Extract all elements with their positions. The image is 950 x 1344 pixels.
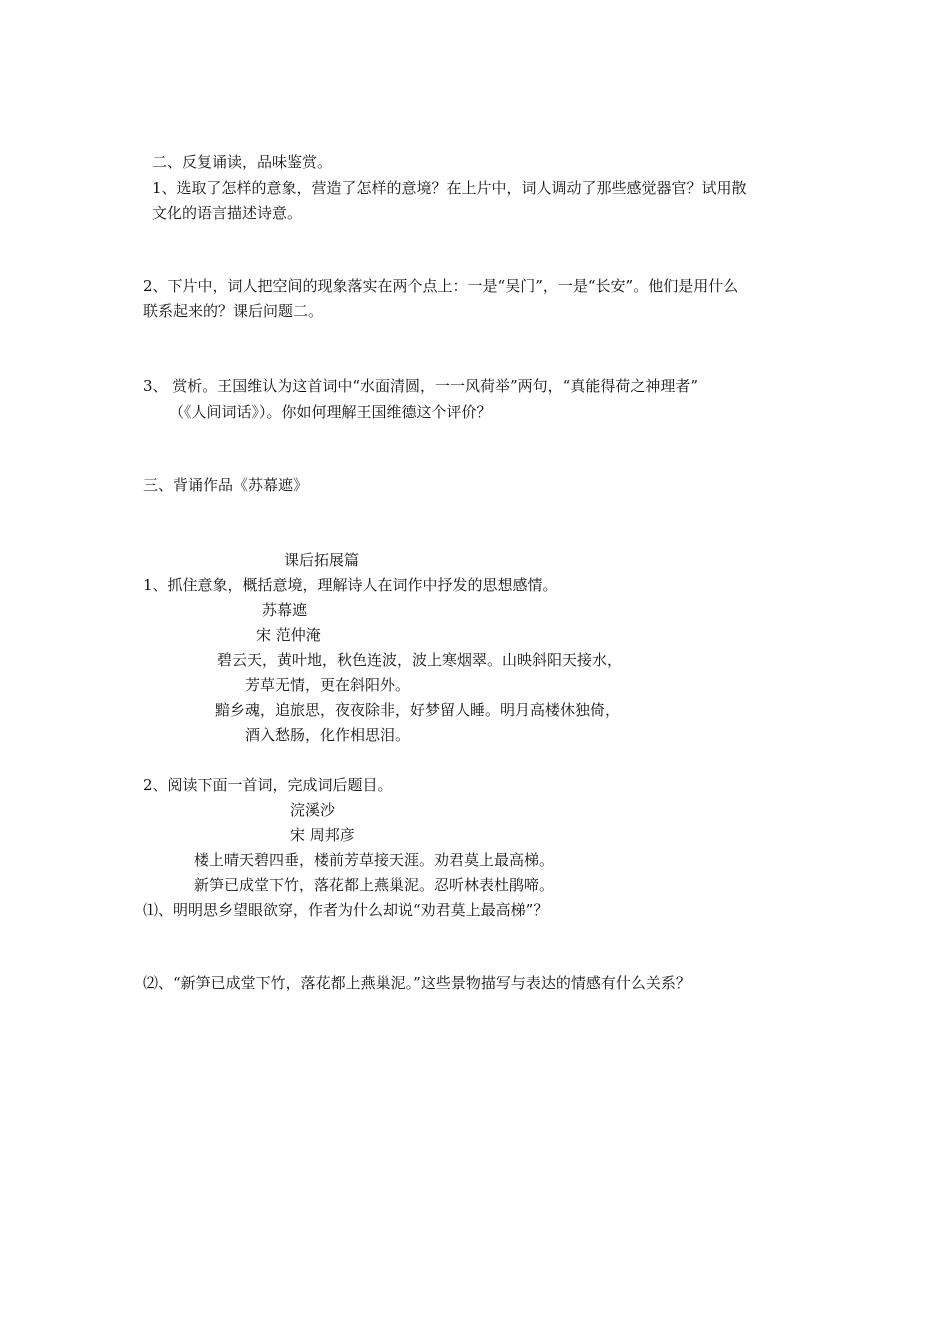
section-2-heading: 二、反复诵读，品味鉴赏。 (152, 153, 333, 171)
task-1-instruction: 1、抓住意象，概括意境，理解诗人在词作中抒发的思想感情。 (143, 576, 558, 594)
poem-2-line-2: 新笋已成堂下竹，落花都上燕巢泥。忍听林表杜鹃啼。 (194, 876, 555, 894)
question-1-line-1: 1、选取了怎样的意象，营造了怎样的意境？在上片中，词人调动了那些感觉器官？试用散 (152, 179, 747, 197)
poem-1-line-2: 芳草无情，更在斜阳外。 (245, 676, 411, 694)
question-1-line-2: 文化的语言描述诗意。 (152, 204, 303, 222)
poem-2-title: 浣溪沙 (290, 801, 336, 819)
section-3-heading: 三、背诵作品《苏幕遮》 (143, 476, 309, 494)
poem-1-title: 苏幕遮 (262, 601, 308, 619)
poem-1-line-1: 碧云天，黄叶地，秋色连波，波上寒烟翠。山映斜阳天接水， (217, 651, 623, 669)
task-2-instruction: 2、阅读下面一首词，完成词后题目。 (143, 776, 393, 794)
question-2-line-2: 联系起来的？课后问题二。 (143, 302, 324, 320)
sub-question-2: ⑵、“新笋已成堂下竹，落花都上燕巢泥。”这些景物描写与表达的情感有什么关系？ (143, 974, 691, 992)
question-2-line-1: 2、下片中，词人把空间的现象落实在两个点上：一是“吴门”，一是“长安”。他们是用什么 (143, 277, 739, 295)
question-3-line-2: （《人间词话》）。你如何理解王国维德这个评价？ (169, 403, 492, 421)
poem-2-author: 宋 周邦彦 (290, 826, 355, 844)
extension-title: 课后拓展篇 (284, 551, 360, 569)
poem-2-line-1: 楼上晴天碧四垂，楼前芳草接天涯。劝君莫上最高梯。 (194, 851, 555, 869)
poem-1-line-3: 黯乡魂，追旅思，夜夜除非，好梦留人睡。明月高楼休独倚， (215, 701, 621, 719)
poem-1-line-4: 酒入愁肠，化作相思泪。 (245, 726, 411, 744)
poem-1-author: 宋 范仲淹 (256, 626, 321, 644)
sub-question-1: ⑴、明明思乡望眼欲穿，作者为什么却说“劝君莫上最高梯”？ (143, 901, 549, 919)
question-3-line-1: 3、 赏析。王国维认为这首词中“水面清圆，一一风荷举”两句，“真能得荷之神理者” (143, 377, 698, 395)
